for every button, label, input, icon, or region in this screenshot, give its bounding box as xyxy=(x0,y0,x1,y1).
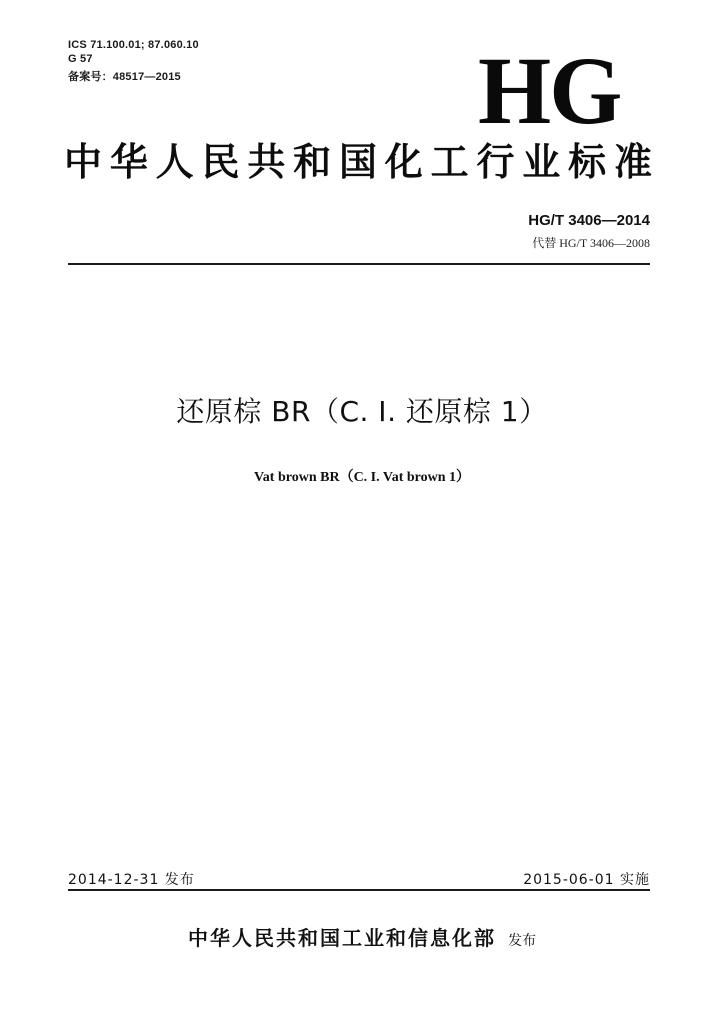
title-chinese: 还原棕 BR（C. I. 还原棕 1） xyxy=(176,395,548,428)
bottom-divider xyxy=(68,889,650,891)
ics-code: ICS 71.100.01; 87.060.10 xyxy=(68,39,199,51)
issuer-name: 中华人民共和国工业和信息化部 xyxy=(188,926,496,950)
issuer-line xyxy=(0,922,724,951)
implementation-date: 2015-06-01 实施 xyxy=(523,872,650,888)
standard-type-heading xyxy=(64,140,660,184)
title-english: Vat brown BR（C. I. Vat brown 1） xyxy=(253,470,470,485)
issuer-suffix: 发布 xyxy=(508,933,536,949)
ccs-code: G 57 xyxy=(68,53,93,65)
hg-logo: HG xyxy=(478,37,621,144)
issue-date: 2014-12-31 发布 xyxy=(68,872,195,888)
standard-type-text: 中华人民共和国化工行业标准 xyxy=(64,140,660,184)
standard-number: HG/T 3406—2014 xyxy=(528,212,650,229)
top-divider xyxy=(68,263,650,265)
replaces-standard: 代替 HG/T 3406—2008 xyxy=(532,236,650,250)
record-number: 备案号：48517—2015 xyxy=(68,71,181,83)
